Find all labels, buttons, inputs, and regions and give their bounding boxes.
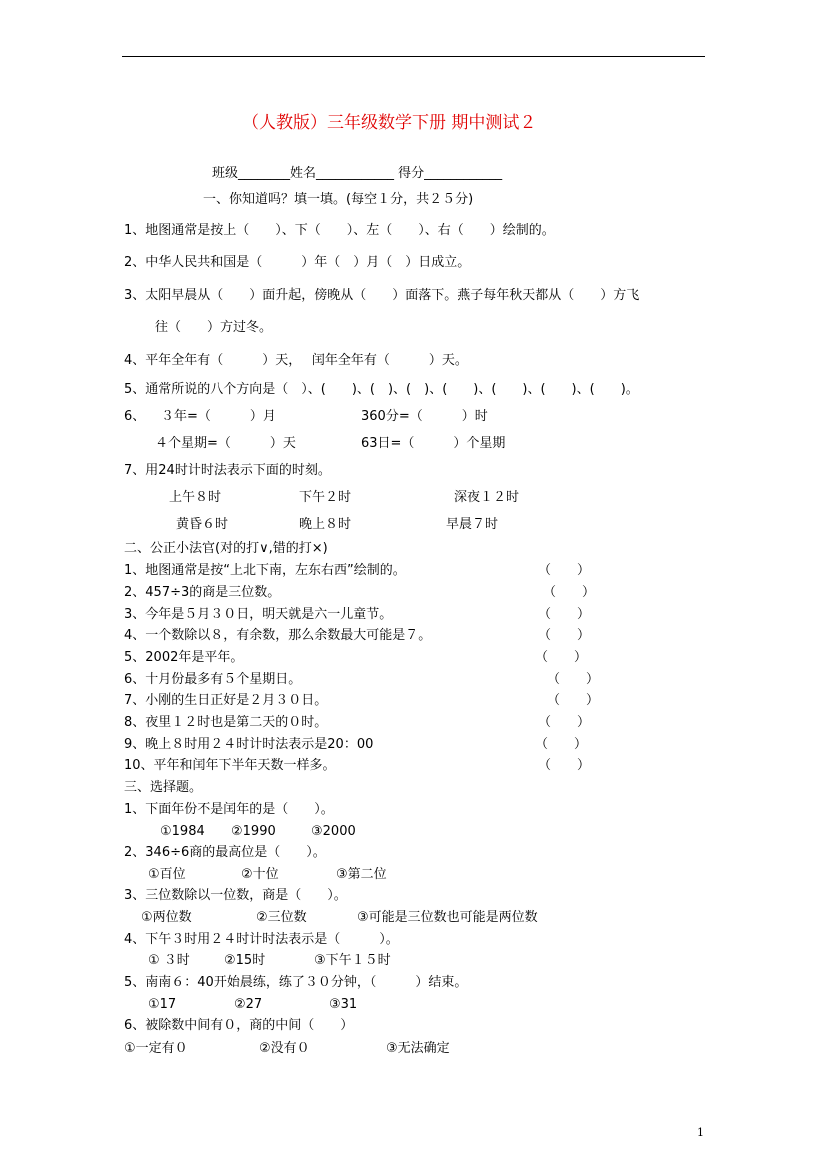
s1-question-2: 2、中华人民共和国是（ ）年（ ）月（ ）日成立。: [124, 255, 471, 270]
s1-question-3b: 往（ ）方过冬。: [155, 320, 273, 335]
s2-item: 7、小刚的生日正好是２月３０日。: [124, 693, 328, 708]
s1-q7-item: 上午８时: [169, 490, 222, 505]
section1-heading: 一、你知道吗？填一填。(每空１分，共２５分): [203, 192, 474, 207]
s2-item: 4、一个数除以８，有余数，那么余数最大可能是７。: [124, 628, 432, 643]
s3-q5-option[interactable]: ③31: [329, 997, 358, 1012]
s3-q4-option[interactable]: ③下午１５时: [314, 953, 391, 968]
s3-q5-option[interactable]: ②27: [234, 997, 263, 1012]
s3-question-4: 4、下午３时用２４时计时法表示是（ ）。: [124, 932, 399, 947]
s3-question-2: 2、346÷6商的最高位是（ ）。: [124, 845, 326, 860]
s2-answer-blank[interactable]: （ ）: [543, 585, 596, 600]
s2-answer-blank[interactable]: （ ）: [538, 563, 591, 578]
s3-q2-option[interactable]: ①百位: [148, 867, 186, 882]
s1-q7-item: 下午２时: [299, 490, 352, 505]
s3-q6-option[interactable]: ②没有０: [259, 1041, 310, 1056]
s2-item: 8、夜里１２时也是第二天的０时。: [124, 715, 328, 730]
s1-question-4: 4、平年全年有（ ）天， 闰年全年有（ ）天。: [124, 353, 468, 368]
s1-question-6-label: 6、: [124, 409, 146, 424]
s1-question-7: 7、用24时计时法表示下面的时刻。: [124, 463, 331, 478]
s2-item: 1、地图通常是按“上北下南，左东右西”绘制的。: [124, 563, 406, 578]
s3-q6-option[interactable]: ③无法确定: [386, 1041, 450, 1056]
s1-q7-item: 早晨７时: [446, 517, 499, 532]
s1-question-5: 5、通常所说的八个方向是（ ）、( )、( )、( )、( )、( )、( )、( )。: [124, 382, 639, 397]
s1-question-3a: 3、太阳早晨从（ ）面升起，傍晚从（ ）面落下。燕子每年秋天都从（ ）方飞: [124, 288, 640, 303]
s2-item: 3、今年是５月３０日，明天就是六一儿童节。: [124, 607, 393, 622]
s2-item: 5、2002年是平年。: [124, 650, 244, 665]
s3-q1-option[interactable]: ①1984: [160, 824, 205, 839]
s2-answer-blank[interactable]: （ ）: [547, 693, 600, 708]
s1-q7-item: 黄昏６时: [176, 517, 229, 532]
page-title: （人教版）三年级数学下册 期中测试２: [242, 113, 537, 133]
s2-answer-blank[interactable]: （ ）: [535, 650, 588, 665]
s3-question-3: 3、三位数除以一位数，商是（ ）。: [124, 888, 347, 903]
s2-item: 2、457÷3的商是三位数。: [124, 585, 281, 600]
s3-q3-option[interactable]: ①两位数: [141, 910, 192, 925]
s3-question-5: 5、南南６：40开始晨练，练了３０分钟，（ ）结束。: [124, 975, 468, 990]
s3-q4-option[interactable]: ②15时: [224, 953, 266, 968]
header-rule: [122, 56, 705, 57]
s3-q4-option[interactable]: ① ３时: [148, 953, 190, 968]
s3-q2-option[interactable]: ③第二位: [336, 867, 387, 882]
s1-question-6c: ４个星期=（ ）天: [155, 436, 296, 451]
s3-question-1: 1、下面年份不是闰年的是（ ）。: [124, 802, 334, 817]
s3-q1-option[interactable]: ③2000: [311, 824, 356, 839]
student-info-line: 班级________姓名____________ 得分____________: [212, 166, 503, 181]
s3-q1-option[interactable]: ②1990: [231, 824, 276, 839]
page-number: 1: [697, 1126, 704, 1139]
s1-q7-item: 深夜１２时: [454, 490, 520, 505]
s1-question-6a: ３年=（ ）月: [161, 409, 276, 424]
s3-q6-option[interactable]: ①一定有０: [124, 1041, 188, 1056]
s1-question-1: 1、地图通常是按上（ ）、下（ ）、左（ ）、右（ ）绘制的。: [124, 223, 555, 238]
s2-answer-blank[interactable]: （ ）: [538, 607, 591, 622]
s3-question-6: 6、被除数中间有０，商的中间（ ）: [124, 1018, 354, 1033]
s2-answer-blank[interactable]: （ ）: [538, 628, 591, 643]
section3-heading: 三、选择题。: [124, 780, 203, 795]
s2-item: 6、十月份最多有５个星期日。: [124, 672, 302, 687]
s1-question-6b: 360分=（ ）时: [361, 409, 488, 424]
s2-item: 9、晚上８时用２４时计时法表示是20：00: [124, 737, 374, 752]
s2-answer-blank[interactable]: （ ）: [535, 737, 588, 752]
s2-answer-blank[interactable]: （ ）: [538, 758, 591, 773]
s2-answer-blank[interactable]: （ ）: [547, 672, 600, 687]
s1-q7-item: 晚上８时: [299, 517, 352, 532]
s2-item: 10、平年和闰年下半年天数一样多。: [124, 758, 336, 773]
s3-q5-option[interactable]: ①17: [148, 997, 177, 1012]
section2-heading: 二、公正小法官(对的打∨,错的打×): [124, 541, 328, 556]
s1-question-6d: 63日=（ ）个星期: [361, 436, 506, 451]
s3-q3-option[interactable]: ③可能是三位数也可能是两位数: [357, 910, 538, 925]
s3-q3-option[interactable]: ②三位数: [256, 910, 307, 925]
s3-q2-option[interactable]: ②十位: [241, 867, 279, 882]
s2-answer-blank[interactable]: （ ）: [538, 715, 591, 730]
